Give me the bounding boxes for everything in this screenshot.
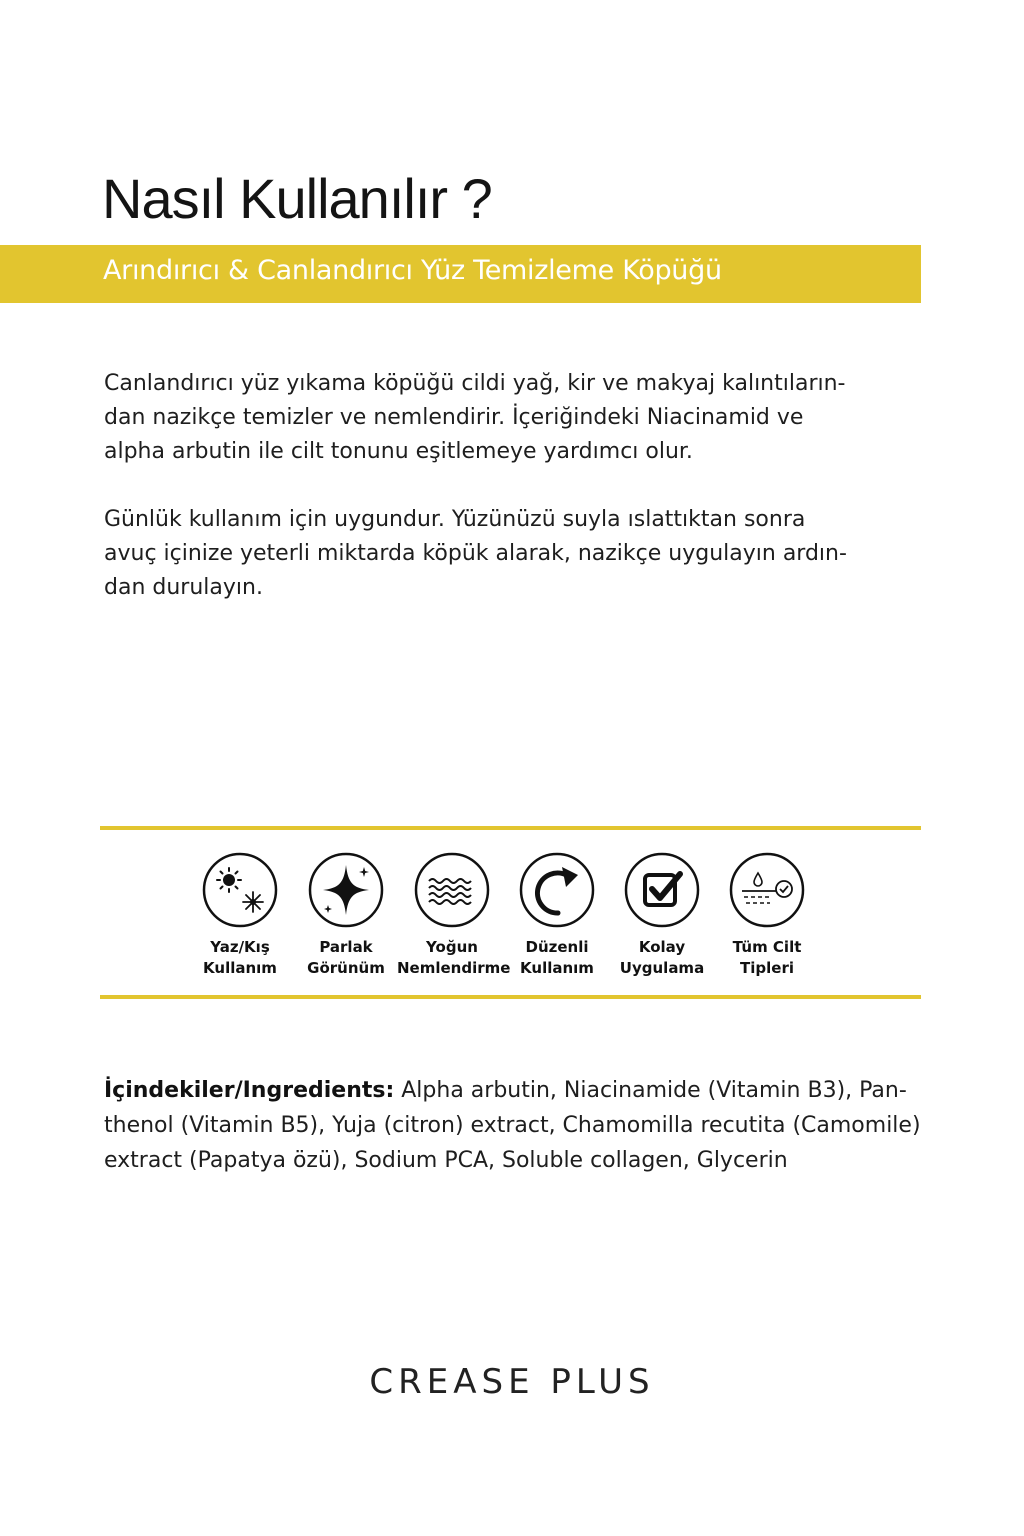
page-title: Nasıl Kullanılır ? <box>102 167 492 230</box>
feature-glow <box>291 851 401 979</box>
description-line: alpha arbutin ile cilt tonunu eşitlemeye yardımcı olur. <box>104 439 693 464</box>
features-row <box>190 851 830 981</box>
waves-icon <box>413 851 491 929</box>
checkbox-icon <box>623 851 701 929</box>
feature-label: Yoğun <box>426 938 478 956</box>
ingredients-label: İçindekiler/Ingredients: <box>104 1078 395 1103</box>
feature-moisture <box>397 851 511 979</box>
feature-regular-use <box>502 851 612 979</box>
feature-label: Tüm Cilt <box>732 938 802 956</box>
description-line: Canlandırıcı yüz yıkama köpüğü cildi yağ, kir ve makyaj kalıntıların- <box>104 371 846 396</box>
feature-summer-winter <box>185 851 295 979</box>
feature-label: Tipleri <box>740 959 794 977</box>
feature-label: Düzenli <box>525 938 589 956</box>
description-paragraph-1 <box>104 367 934 469</box>
ingredients-text <box>104 1073 934 1178</box>
product-name-banner <box>0 245 921 303</box>
ingredients-line: Alpha arbutin, Niacinamide (Vitamin B3), Pan- <box>394 1078 907 1103</box>
feature-label: Kullanım <box>203 959 277 977</box>
ingredients-line: extract (Papatya özü), Sodium PCA, Soluble collagen, Glycerin <box>104 1148 788 1173</box>
description-line: dan nazikçe temizler ve nemlendirir. İçeriğindeki Niacinamid ve <box>104 405 804 430</box>
description-paragraph-2 <box>104 503 934 605</box>
description-line: avuç içinize yeterli miktarda köpük alarak, nazikçe uygulayın ardın- <box>104 541 847 566</box>
feature-label: Kolay <box>638 938 686 956</box>
skin-layers-check-icon <box>728 851 806 929</box>
description-line: Günlük kullanım için uygundur. Yüzünüzü suyla ıslattıktan sonra <box>104 507 806 532</box>
feature-label: Parlak <box>319 938 373 956</box>
feature-all-skin-types <box>712 851 822 979</box>
brand-logo: CREASE PLUS <box>369 1362 655 1402</box>
feature-label: Yaz/Kış <box>210 938 270 956</box>
feature-label: Uygulama <box>619 959 705 977</box>
ingredients-line: thenol (Vitamin B5), Yuja (citron) extract, Chamomilla recutita (Camomile) <box>104 1113 921 1138</box>
feature-label: Görünüm <box>307 959 385 977</box>
top-divider <box>100 826 921 830</box>
description-line: dan durulayın. <box>104 575 263 600</box>
feature-label: Nemlendirme <box>397 959 511 977</box>
feature-label: Kullanım <box>520 959 594 977</box>
circular-arrow-icon <box>518 851 596 929</box>
feature-easy-apply <box>607 851 717 979</box>
sun-snowflake-icon <box>201 851 279 929</box>
product-name: Arındırıcı & Canlandırıcı Yüz Temizleme Köpüğü <box>103 255 722 286</box>
sparkle-icon <box>307 851 385 929</box>
bottom-divider <box>100 995 921 999</box>
